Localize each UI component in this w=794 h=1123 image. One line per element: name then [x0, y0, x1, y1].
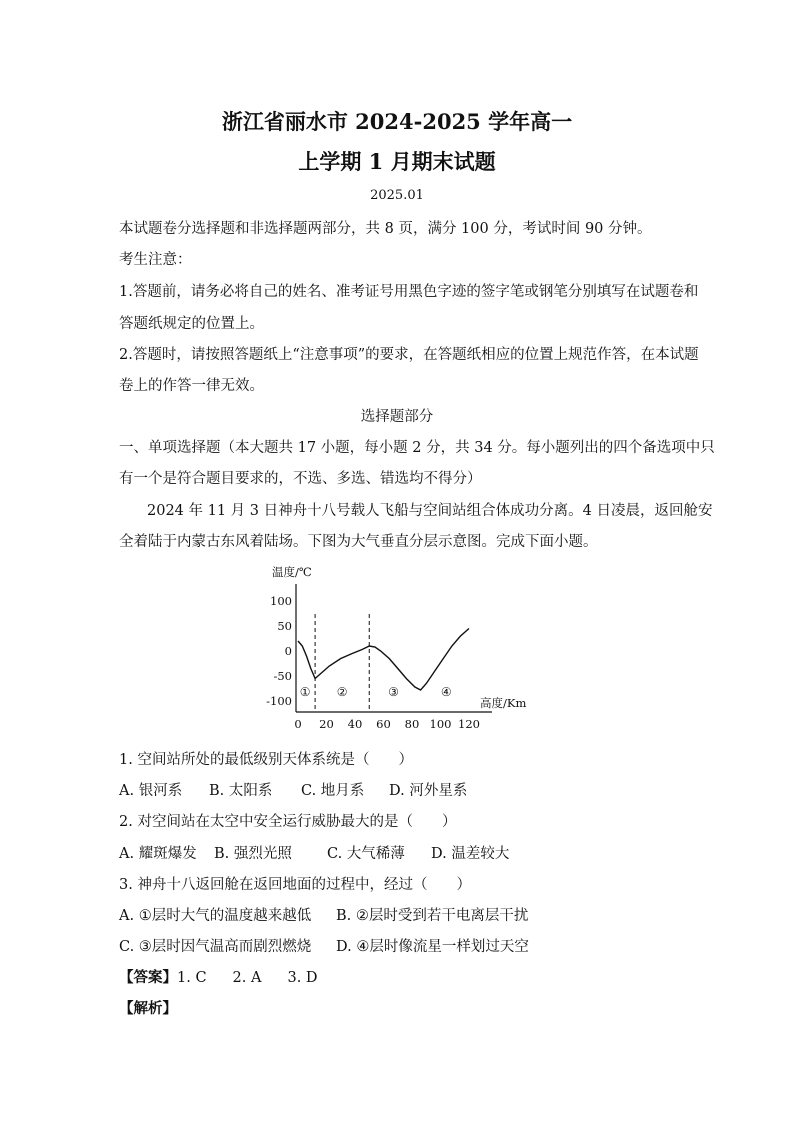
y-tick-label: -50: [273, 669, 292, 683]
question-1-stem: 1. 空间站所处的最低级别天体系统是（ ）: [119, 752, 413, 768]
question-2-option-b: B. 强烈光照: [214, 846, 292, 862]
atmosphere-layers-chart: [260, 560, 540, 740]
y-tick-label: 100: [270, 594, 292, 608]
notice2-line2: 卷上的作答一律无效。: [119, 378, 264, 394]
question-3-option-a: A. ①层时大气的温度越来越低: [119, 908, 312, 924]
notice-title: 考生注意：: [119, 252, 192, 268]
section-title: 选择题部分: [360, 409, 434, 425]
y-tick-label: -100: [266, 694, 292, 708]
question-2-option-a: A. 耀斑爆发: [119, 846, 197, 862]
question-2-option-d: D. 温差较大: [431, 846, 510, 862]
x-tick-label: 40: [347, 717, 363, 731]
layer-label: ③: [388, 685, 399, 699]
x-tick-label: 100: [429, 717, 452, 731]
question-3-option-b: B. ②层时受到若干电离层干扰: [336, 908, 529, 924]
question-1-option-c: C. 地月系: [301, 783, 365, 799]
exam-info: 本试题卷分选择题和非选择题两部分，共 8 页，满分 100 分，考试时间 90 分钟。: [119, 221, 652, 237]
answer-item-1: 1. C: [177, 970, 207, 986]
doc-date: 2025.01: [370, 188, 424, 203]
question-3-option-c: C. ③层时因气温高而剧烈燃烧: [119, 939, 312, 955]
question-3-option-d: D. ④层时像流星一样划过天空: [336, 939, 529, 955]
y-tick-label: 50: [277, 619, 292, 633]
layer-label: ②: [336, 685, 348, 699]
question-2-option-c: C. 大气稀薄: [327, 846, 405, 862]
analysis-label: 【解析】: [119, 1000, 177, 1017]
x-axis-label: 高度/Km: [480, 696, 527, 710]
passage-line1: 2024 年 11 月 3 日神舟十八号载人飞船与空间站组合体成功分离。4 日凌晨，返回舱安: [147, 503, 713, 519]
part1-line1: 一、单项选择题（本大题共 17 小题，每小题 2 分，共 34 分。每小题列出的四个备选项中只: [119, 440, 715, 456]
answer-item-2: 2. A: [232, 970, 262, 986]
layer-label: ①: [299, 685, 311, 699]
x-tick-label: 0: [294, 717, 302, 731]
x-tick-label: 80: [404, 717, 420, 731]
temperature-line: [298, 629, 469, 691]
part1-line2: 有一个是符合题目要求的，不选、多选、错选均不得分）: [119, 471, 482, 487]
question-1-option-b: B. 太阳系: [209, 783, 273, 799]
answer-label: 【答案】: [119, 969, 177, 986]
y-axis-label: 温度/℃: [272, 565, 312, 579]
y-tick-label: 0: [284, 644, 292, 658]
notice1-line2: 答题纸规定的位置上。: [119, 316, 264, 332]
question-1-option-a: A. 银河系: [119, 783, 183, 799]
notice2-line1: 2.答题时，请按照答题纸上“注意事项”的要求，在答题纸相应的位置上规范作答，在本试题: [119, 347, 699, 363]
question-1-option-d: D. 河外星系: [389, 783, 468, 799]
x-tick-label: 20: [319, 717, 334, 731]
notice1-line1: 1.答题前，请务必将自己的姓名、准考证号用黑色字迹的签字笔或钢笔分别填写在试题卷和: [119, 284, 699, 300]
doc-title-line1: 浙江省丽水市 2024-2025 学年高一: [221, 109, 573, 134]
x-tick-label: 120: [458, 717, 480, 731]
passage-line2: 全着陆于内蒙古东风着陆场。下图为大气垂直分层示意图。完成下面小题。: [119, 534, 598, 550]
question-3-stem: 3. 神舟十八返回舱在返回地面的过程中，经过（ ）: [119, 877, 471, 893]
answer-item-3: 3. D: [287, 970, 318, 986]
doc-title-line2: 上学期 1 月期末试题: [298, 149, 496, 174]
answer-line: [119, 966, 318, 987]
x-tick-label: 60: [376, 717, 391, 731]
layer-label: ④: [440, 685, 452, 699]
question-2-stem: 2. 对空间站在太空中安全运行威胁最大的是（ ）: [119, 814, 457, 830]
